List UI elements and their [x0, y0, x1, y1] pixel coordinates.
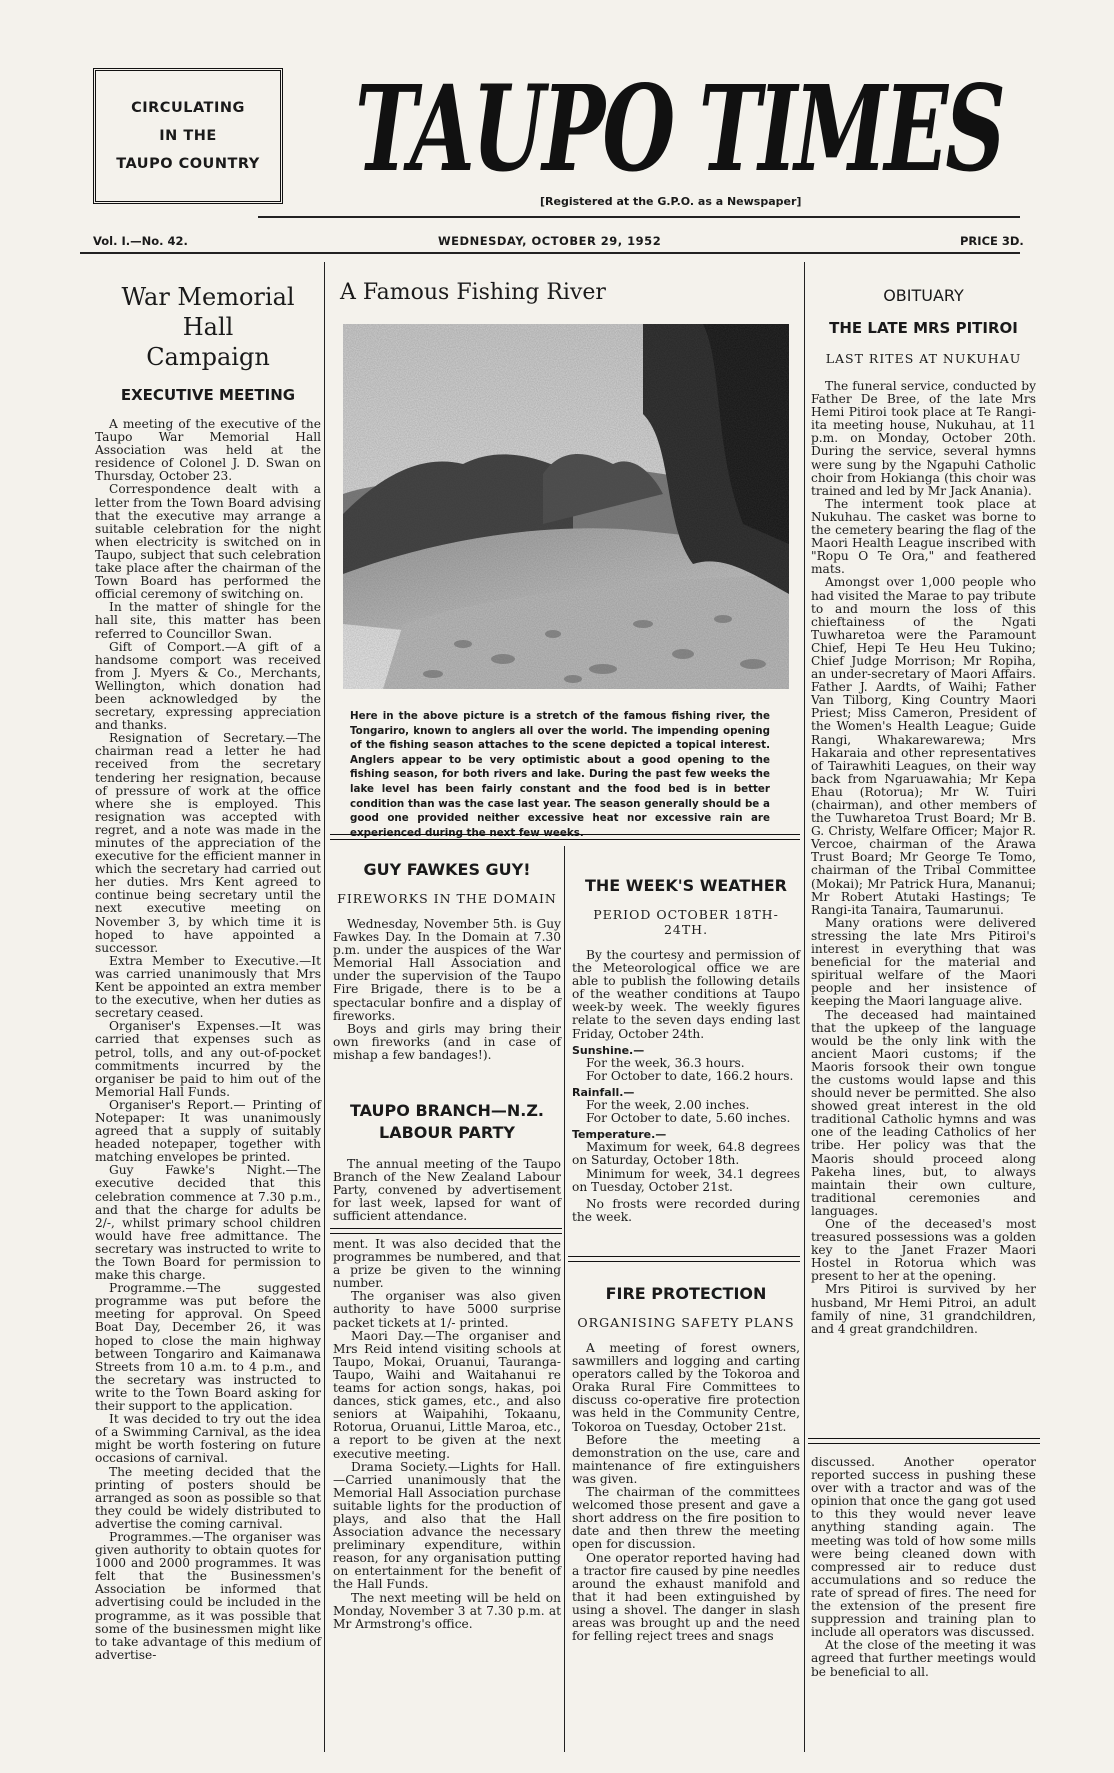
- weather-title: THE WEEK'S WEATHER: [585, 876, 787, 895]
- paragraph: Resignation of Secretary.—The chairman read a letter he had received from the secretary tendering her resignation, because of pressure of work at the office where she is employed. This resignation was accepted with regret, and a note was made in the minutes of the appreciation of the executive for the efficient manner in which the secretary had carried out her duties. Mrs Kent agreed to continue being secretary until the next executive meeting on November 3, by which time it is hoped to have appointed a successor.: [95, 731, 321, 955]
- paragraph: Many orations were delivered stressing the late Mrs Pitiroi's interest in everything that was beneficial for the material and spiritual welfare of the Maori people and her insistence of keeping the Maori language alive.: [811, 915, 1036, 1009]
- circulating-box: [93, 68, 283, 204]
- paragraph: Organiser's Report.— Printing of Notepaper: It was unanimously agreed that a supply of suitably headed notepaper, together with matching envelopes be printed.: [95, 1097, 321, 1165]
- war-memorial-title-1: War Memorial Hall: [121, 283, 295, 341]
- fire-subtitle: ORGANISING SAFETY PLANS: [577, 1315, 795, 1330]
- photo-caption: Here in the above picture is a stretch of the famous fishing river, the Tongariro, known to anglers all over the world. The impending opening of the fishing season attaches to the scene depicted a topical interest. Anglers appear to be very optimistic about a good opening to the fishing season, for both rivers and lake. During the past few weeks the lake level has been fairly constant and the food bed is in better condition than was the case last year. The season generally should be a good one provided neither excessive heat nor excessive rain are experienced during the next few weeks.: [350, 710, 770, 839]
- paragraph: Programme.—The suggested programme was put before the meeting for approval. On Speed Boat Day, December 26, it was hoped to close the main highway between Tongariro and Kaimanawa Streets from 10 a.m. to 4 p.m., and the secretary was instructed to write to the Town Board asking for their support to the application.: [95, 1281, 321, 1414]
- volume-number: Vol. I.—No. 42.: [93, 234, 188, 248]
- issue-price: PRICE 3D.: [960, 234, 1024, 248]
- paragraph: The organiser was also given authority to have 5000 surprise packet tickets at 1/- printed.: [333, 1289, 561, 1330]
- paragraph: Before the meeting a demonstration on the use, care and maintenance of fire extinguishers was given.: [572, 1432, 800, 1486]
- paragraph: Amongst over 1,000 people who had visited the Marae to pay tribute to and mourn the loss of this chieftainess of the Ngati Tuwharetoa were the Paramount Chief, Hepi Te Heu Heu Tukino; Chief Judge Morrison; Mr Ropiha, an under-secretary of Maori Affairs. Father J. Aardts, of Waihi; Father Van Tilborg, King Country Maori Priest; Miss Cameron, President of the Women's Health League; Guide Rangi, Whakarewarewa; Mrs Hakaraia and other representatives of Tairawhiti Leagues, on their way back from Ngaruawahia; Mr Kepa Ehau (Rotorua); Mr W. Tuiri (chairman), and other members of the Tuwharetoa Trust Board; Mr B. G. Christy, Welfare Officer; Major R. Vercoe, chairman of the Arawa Trust Board; Mr George Te Tomo, chairman of the Tribal Committee (Mokai); Mr Patrick Hura, Mananui; Mr Robert Atutaki Hastings; Te Rangi-ita Tanaira, Taumarunui.: [811, 575, 1036, 917]
- sunshine-month: For October to date, 166.2 hours.: [586, 1068, 794, 1083]
- weather-article: [572, 876, 800, 1224]
- paragraph: Gift of Comport.—A gift of a handsome comport was received from J. Myers & Co., Merchants, Wellington, which donation had been acknowledged by the secretary, expressing appreciation and thanks.: [95, 639, 321, 733]
- fire-continued: [811, 1456, 1036, 1679]
- guy-fawkes-subtitle: FIREWORKS IN THE DOMAIN: [337, 891, 557, 906]
- paragraph: The meeting decided that the printing of posters should be arranged as soon as possible so that they could be widely distributed to advertise the coming carnival.: [95, 1464, 321, 1531]
- paragraph: Wednesday, November 5th. is Guy Fawkes Day. In the Domain at 7.30 p.m. under the auspices of the War Memorial Hall Association and under the supervision of the Taupo Fire Brigade, there is to be a spectacular bonfire and a display of fireworks.: [333, 917, 561, 1023]
- war-memorial-article: [95, 282, 321, 1662]
- river-photo: [343, 324, 789, 689]
- paragraph: The annual meeting of the Taupo Branch of the New Zealand Labour Party, convened by advertisement for last week, lapsed for want of sufficient attendance.: [333, 1157, 561, 1224]
- paragraph: In the matter of shingle for the hall site, this matter has been referred to Councillor Swan.: [95, 600, 321, 641]
- labour-article: [333, 1100, 561, 1223]
- war-memorial-continued: [333, 1238, 561, 1631]
- temperature-max: Maximum for week, 64.8 degrees on Saturday, October 18th.: [572, 1140, 800, 1168]
- rainfall-month: For October to date, 5.60 inches.: [586, 1111, 791, 1126]
- war-memorial-title-2: Campaign: [146, 343, 270, 371]
- paragraph: Mrs Pitiroi is survived by her husband, Mr Hemi Pitroi, an adult family of nine, 31 grandchildren, and 4 great grandchildren.: [811, 1282, 1036, 1336]
- paragraph: A meeting of the executive of the Taupo War Memorial Hall Association was held at the residence of Colonel J. D. Swan on Thursday, October 23.: [95, 417, 321, 484]
- temperature-heading: Temperature.—: [572, 1128, 667, 1142]
- paragraph: By the courtesy and permission of the Meteorological office we are able to publish the following details of the weather conditions at Taupo week-by week. The weekly figures relate to the seven days ending last Friday, October 24th.: [572, 948, 800, 1041]
- paragraph: Extra Member to Executive.—It was carried unanimously that Mrs Kent be appointed an extra member to the executive, when her duties as secretary ceased.: [95, 953, 321, 1021]
- paragraph: The interment took place at Nukuhau. The casket was borne to the cemetery bearing the flag of the Maori Health League inscribed with "Ropu O Te Ora," and feathered mats.: [811, 496, 1036, 577]
- registration-note: [Registered at the G.P.O. as a Newspaper]: [540, 195, 802, 208]
- sunshine-heading: Sunshine.—: [572, 1043, 645, 1057]
- circulating-line-1: CIRCULATING: [131, 100, 245, 116]
- paragraph: discussed. Another operator reported success in pushing these over with a tractor and was of the opinion that once the gang got used to this they would never leave anything standing again. The meeting was told of how some mills were being cleaned down with compressed air to reduce dust accumulations and so reduce the rate of spread of fires. The need for the extension of the present fire suppression and training plan to include all operators was discussed.: [811, 1455, 1036, 1640]
- labour-title-2: LABOUR PARTY: [379, 1123, 515, 1142]
- paragraph: Organiser's Expenses.—It was carried that expenses such as petrol, tolls, and any out-of-pocket commitments incurred by the organiser be paid to him out of the Memorial Hall Funds.: [95, 1019, 321, 1099]
- paragraph: Guy Fawke's Night.—The executive decided that this celebration commence at 7.30 p.m., and that the charge for adults be 2/-, whilst primary school children would have free admittance. The secretary was instructed to write to the Town Board for permission to make this charge.: [95, 1163, 321, 1283]
- paragraph: Programmes.—The organiser was given authority to obtain quotes for 1000 and 2000 programmes. It was felt that the Businessmen's Association be informed that advertising could be included in the programme, as it was possible that some of the businessmen might like to take advantage of this medium of advertise-: [95, 1529, 321, 1662]
- obituary-subtitle: LAST RITES AT NUKUHAU: [825, 351, 1022, 366]
- temperature-min: Minimum for week, 34.1 degrees on Tuesday, October 21st.: [572, 1166, 800, 1194]
- war-memorial-subtitle: EXECUTIVE MEETING: [120, 386, 296, 404]
- obituary-article: [811, 286, 1036, 1336]
- obituary-label: OBITUARY: [883, 286, 964, 305]
- labour-title-1: TAUPO BRANCH—N.Z.: [349, 1101, 545, 1120]
- obituary-title: THE LATE MRS PITIROI: [829, 319, 1018, 337]
- guy-fawkes-article: [333, 860, 561, 1062]
- paragraph: Maori Day.—The organiser and Mrs Reid intend visiting schools at Taupo, Mokai, Oruanui, Tauranga-Taupo, Waihi and Waitahanui re teams for action songs, hakas, poi dances, stick games, etc., and also seniors at Waipahihi, Tokaanu, Rotorua, Oruanui, Little Maroa, etc., a report to be given at the next executive meeting.: [333, 1328, 561, 1461]
- paragraph: The deceased had maintained that the upkeep of the language would be the only link with the ancient Maori customs; if the Maoris forsook their own tongue the customs would lapse and this should never be permitted. She also showed great interest in the old traditional Catholic hymns and was one of the leading Catholics of her tribe. Her policy was that the Maoris should proceed along Pakeha lines, but, to always maintain their own culture, traditional ceremonies and languages.: [811, 1007, 1036, 1218]
- war-memorial-body: [95, 418, 321, 1662]
- circulating-line-2: IN THE: [159, 128, 217, 144]
- paragraph: ment. It was also decided that the programmes be numbered, and that a prize be given to the winning number.: [333, 1237, 561, 1291]
- paragraph: The funeral service, conducted by Father De Bree, of the late Mrs Hemi Pitiroi took place at Te Rangi-ita meeting house, Nukuhau, at 11 p.m. on Monday, October 20th. During the service, several hymns were sung by the Ngapuhi Catholic choir from Hokianga (this choir was trained and led by Mr Jack Anania).: [811, 379, 1036, 498]
- rainfall-week: For the week, 2.00 inches.: [586, 1098, 750, 1113]
- paragraph: Drama Society.—Lights for Hall.—Carried unanimously that the Memorial Hall Association purchase suitable lights for the production of plays, and also that the Hall Association advance the necessary preliminary expenditure, within reason, for any organisation putting on entertainment for the benefit of the Hall Funds.: [333, 1459, 561, 1592]
- sunshine-week: For the week, 36.3 hours.: [586, 1055, 745, 1070]
- paragraph: Boys and girls may bring their own fireworks (and in case of mishap a few bandages!).: [333, 1021, 561, 1062]
- paragraph: Correspondence dealt with a letter from the Town Board advising that the executive may arrange a suitable celebration for the night when electricity is switched on in Taupo, subject that such celebration take place after the chairman of the Town Board has performed the official ceremony of switching on.: [95, 482, 321, 602]
- newspaper-title: TAUPO TIMES: [355, 59, 1003, 186]
- paragraph: The next meeting will be held on Monday, November 3 at 7.30 p.m. at Mr Armstrong's office.: [333, 1590, 561, 1631]
- rainfall-heading: Rainfall.—: [572, 1085, 635, 1099]
- fishing-title: A Famous Fishing River: [340, 280, 606, 305]
- frost-note: No frosts were recorded during the week.: [572, 1196, 800, 1224]
- guy-fawkes-title: GUY FAWKES GUY!: [363, 860, 531, 879]
- paragraph: It was decided to try out the idea of a Swimming Carnival, as the idea might be worth fostering on future occasions of carnival.: [95, 1412, 321, 1466]
- river-photo-illustration: [343, 324, 789, 689]
- fire-title: FIRE PROTECTION: [605, 1284, 767, 1303]
- fire-article: [572, 1284, 800, 1643]
- paragraph: The chairman of the committees welcomed those present and gave a short address on the fire position to date and then threw the meeting open for discussion.: [572, 1485, 800, 1552]
- issue-date: WEDNESDAY, OCTOBER 29, 1952: [438, 234, 662, 248]
- paragraph: One of the deceased's most treasured possessions was a golden key to the Janet Frazer Maori Hostel in Rotorua which was present to her at the opening.: [811, 1217, 1036, 1284]
- paragraph: At the close of the meeting it was agreed that further meetings would be beneficial to all.: [811, 1638, 1036, 1679]
- weather-subtitle: PERIOD OCTOBER 18TH-24TH.: [593, 907, 779, 937]
- masthead-logo: [355, 58, 1005, 186]
- paragraph: A meeting of forest owners, sawmillers and logging and carting operators called by the Tokoroa and Oraka Rural Fire Committees to discuss co-operative fire protection was held in the Community Centre, Tokoroa on Tuesday, October 21st.: [572, 1341, 800, 1434]
- paragraph: One operator reported having had a tractor fire caused by pine needles around the exhaust manifold and that it had been extinguished by using a shovel. The danger in slash areas was brought up and the need for felling reject trees and snags: [572, 1550, 800, 1644]
- circulating-line-3: TAUPO COUNTRY: [116, 156, 260, 172]
